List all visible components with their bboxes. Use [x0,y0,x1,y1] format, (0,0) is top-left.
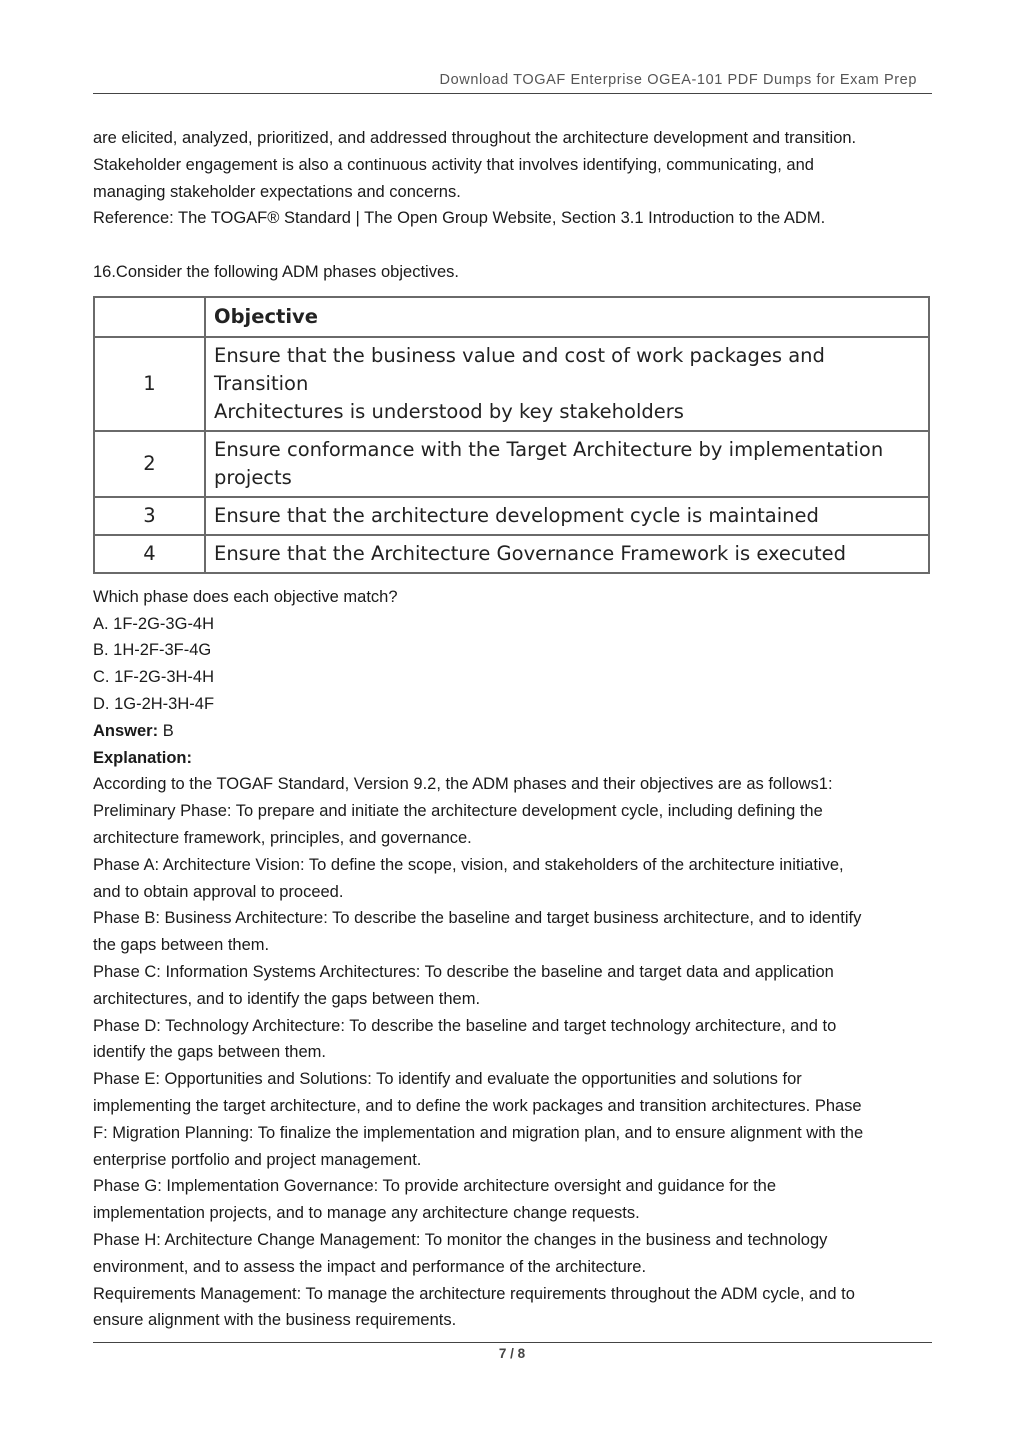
explanation-line: implementation projects, and to manage any architecture change requests. [93,1204,640,1223]
option-d: D. 1G-2H-3H-4F [93,694,215,713]
explanation-line: enterprise portfolio and project management. [93,1150,422,1169]
explanation-line: Phase C: Information Systems Architectures: To describe the baseline and target data and application [93,962,834,981]
explanation-line: According to the TOGAF Standard, Version 9.2, the ADM phases and their objectives are as follows1: [93,775,833,794]
explanation-line: Phase G: Implementation Governance: To provide architecture oversight and guidance for the [93,1177,777,1196]
objective-text: Ensure that the Architecture Governance Framework is executed [214,541,847,565]
objective-text: Architectures is understood by key stakeholders [214,399,684,423]
option-b: B. 1H-2F-3F-4G [93,641,212,660]
table-row [94,535,929,573]
intro-line: are elicited, analyzed, prioritized, and addressed throughout the architecture development and transition. [93,129,857,147]
table-header-cell [94,297,205,337]
row-number: 2 [94,431,205,497]
answer-line [93,718,938,745]
explanation-line: Preliminary Phase: To prepare and initiate the architecture development cycle, including defining the [93,802,823,821]
explanation-line: Phase A: Architecture Vision: To define the scope, vision, and stakeholders of the architecture initiative, [93,855,844,874]
explanation-line: F: Migration Planning: To finalize the implementation and migration plan, and to ensure alignment with the [93,1123,864,1142]
explanation-label: Explanation: [93,748,193,767]
objective-text: Ensure conformance with the Target Architecture by implementation [214,437,884,461]
objective-text: Ensure that the business value and cost of work packages and Transition [214,343,825,395]
objectives-table [93,296,930,574]
objective-cell [205,337,929,431]
page-content [93,125,938,1334]
table-header-row [94,297,929,337]
row-number: 4 [94,535,205,573]
explanation-line: the gaps between them. [93,936,270,955]
objective-text: projects [214,465,292,489]
row-number: 3 [94,497,205,535]
intro-line: Stakeholder engagement is also a continuous activity that involves identifying, communicating, and [93,155,814,174]
objective-cell [205,497,929,535]
table-row [94,431,929,497]
objective-cell [205,535,929,573]
table-row [94,337,929,431]
question-stem: 16.Consider the following ADM phases objectives. [93,262,459,281]
footer-divider [93,1342,932,1343]
reference-line: Reference: The TOGAF® Standard | The Open Group Website, Section 3.1 Introduction to the ADM. [93,209,826,228]
explanation-line: and to obtain approval to proceed. [93,882,344,901]
explanation-line: Phase D: Technology Architecture: To describe the baseline and target technology architecture, and to [93,1016,837,1035]
explanation-line: ensure alignment with the business requirements. [93,1311,457,1330]
explanation-line: Phase E: Opportunities and Solutions: To identify and evaluate the opportunities and solutions for [93,1070,802,1089]
answer-label: Answer: [93,721,159,740]
intro-line: managing stakeholder expectations and concerns. [93,182,461,201]
explanation-line: Requirements Management: To manage the architecture requirements throughout the ADM cycle, and to [93,1284,855,1303]
explanation-line: Phase H: Architecture Change Management: To monitor the changes in the business and technology [93,1230,828,1249]
question-prompt: Which phase does each objective match? [93,587,398,606]
page-header: Download TOGAF Enterprise OGEA-101 PDF Dumps for Exam Prep [439,72,917,88]
table-header-objective: Objective [205,297,929,337]
page-number: 7 / 8 [498,1346,526,1361]
objective-text: Ensure that the architecture development cycle is maintained [214,503,819,527]
row-number: 1 [94,337,205,431]
explanation-line: Phase B: Business Architecture: To describe the baseline and target business architecture, and to identify [93,909,862,928]
explanation-line: environment, and to assess the impact and performance of the architecture. [93,1257,647,1276]
answer-value: B [158,721,174,740]
explanation-line: identify the gaps between them. [93,1043,326,1062]
option-a: A. 1F-2G-3G-4H [93,614,215,633]
header-divider [93,93,932,94]
option-c: C. 1F-2G-3H-4H [93,668,215,687]
explanation-line: architecture framework, principles, and governance. [93,828,472,847]
explanation-line: implementing the target architecture, and to define the work packages and transition architectures. Phase [93,1096,862,1115]
table-row [94,497,929,535]
explanation-line: architectures, and to identify the gaps between them. [93,989,481,1008]
objective-cell [205,431,929,497]
